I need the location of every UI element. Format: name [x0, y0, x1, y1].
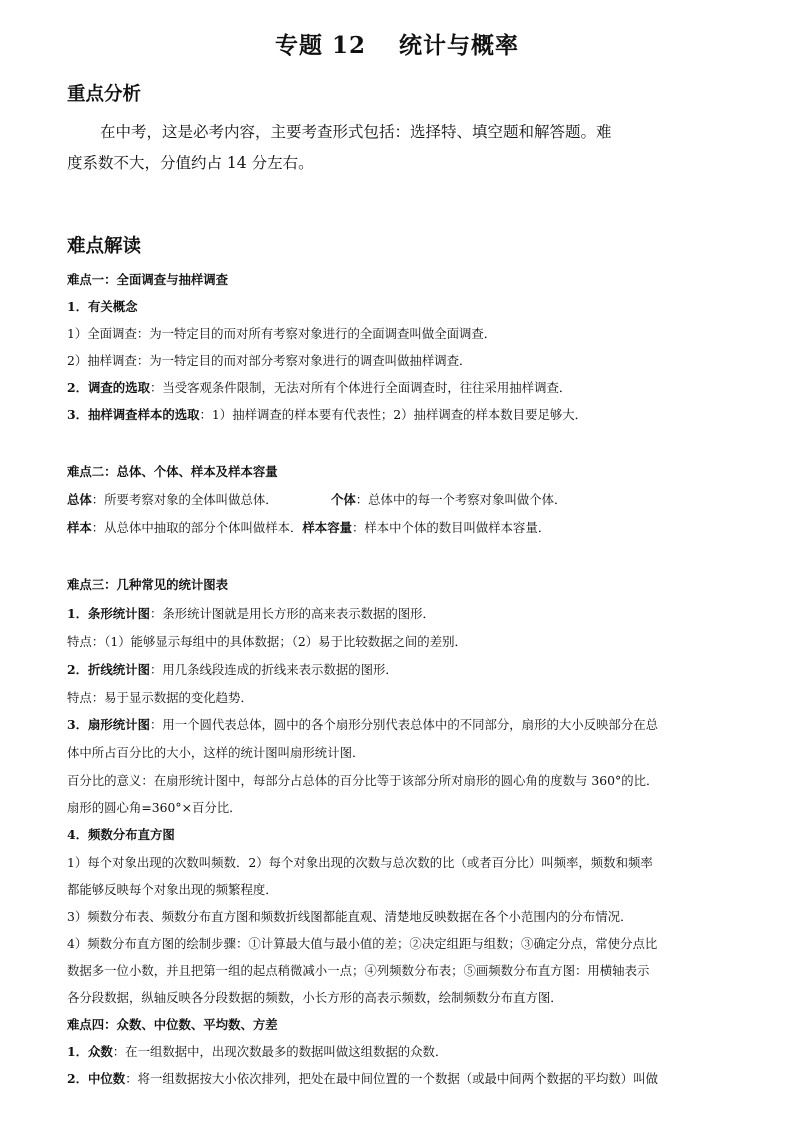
- d2-sample: [67, 518, 550, 538]
- d2-population-text: ：所要考察对象的全体叫做总体．: [91, 492, 278, 507]
- d4-mode: [67, 1042, 447, 1062]
- difficulty-1-title: 难点一：全面调查与抽样调查: [67, 272, 229, 287]
- d2-individual-heading: 个体: [331, 492, 356, 507]
- page-title: 专题 12 统计与概率: [274, 32, 520, 59]
- d2-sample-size-heading: 样本容量: [302, 520, 352, 535]
- difficulty-2-title: 难点二：总体、个体、样本及样本容量: [67, 464, 278, 479]
- d1-item3-heading: 3．抽样调查样本的选取: [67, 407, 200, 422]
- difficulty-3-title: 难点三：几种常见的统计图表: [67, 577, 229, 592]
- d4-mode-text: ：在一组数据中，出现次数最多的数据叫做这组数据的众数．: [112, 1044, 448, 1059]
- d3-hist-line-4c: 各分段数据，纵轴反映各分段数据的频数，小长方形的高表示频数，绘制频数分布直方图．: [67, 990, 563, 1005]
- difficulty-4-title: 难点四：众数、中位数、平均数、方差: [67, 1017, 278, 1032]
- d3-hist-line-1b: 都能够反映每个对象出现的频繁程度．: [67, 882, 278, 897]
- d3-line-chart: [67, 660, 398, 680]
- d3-hist-line-3: 3）频数分布表、频数分布直方图和频数折线图都能直观、清楚地反映数据在各个小范围内的分布情况．: [67, 909, 633, 924]
- intro-line-1: 在中考，这是必考内容，主要考查形式包括：选择特、填空题和解答题。难: [100, 123, 612, 141]
- section-heading-key-analysis: 重点分析: [67, 84, 142, 105]
- d3-pie-text-2: 体中所占百分比的大小，这样的统计图叫扇形统计图．: [67, 745, 365, 760]
- d3-line-text: ：用几条线段连成的折线来表示数据的图形．: [149, 662, 398, 677]
- d2-sample-size-text: ：样本中个体的数目叫做样本容量．: [351, 520, 551, 535]
- d2-population-heading: 总体: [67, 492, 92, 507]
- d1-item2-heading: 2．调查的选取: [67, 380, 150, 395]
- d3-pie-heading: 3．扇形统计图: [67, 717, 150, 732]
- d3-bar-chart: [67, 604, 435, 624]
- d1-item2-text: ：当受客观条件限制，无法对所有个体进行全面调查时，往往采用抽样调查．: [149, 380, 572, 395]
- d3-histogram-heading: 4．频数分布直方图: [67, 827, 175, 842]
- d3-hist-line-4b: 数据多一位小数，并且把第一组的起点稍微减小一点；④列频数分布表；⑤画频数分布直方图：用横轴表示: [67, 963, 650, 978]
- d4-median-heading: 2．中位数: [67, 1071, 126, 1086]
- d3-bar-heading: 1．条形统计图: [67, 606, 150, 621]
- d3-line-features: 特点：易于显示数据的变化趋势．: [67, 690, 253, 705]
- d3-bar-features: 特点：（1）能够显示每组中的具体数据；（2）易于比较数据之间的差别．: [67, 634, 467, 649]
- d2-individual-text: ：总体中的每一个考察对象叫做个体．: [355, 492, 567, 507]
- d3-pie-meaning: 百分比的意义：在扇形统计图中，每部分占总体的百分比等于该部分所对扇形的圆心角的度数与 360°的比．: [67, 773, 659, 788]
- d1-line-full-survey: 1）全面调查：为一特定目的而对所有考察对象进行的全面调查叫做全面调查．: [67, 326, 497, 341]
- d3-pie-chart: [67, 715, 658, 735]
- d1-line-sample-survey: 2）抽样调查：为一特定目的而对部分考察对象进行的调查叫做抽样调查．: [67, 353, 472, 368]
- d2-population: [67, 490, 278, 510]
- d2-sample-heading: 样本: [67, 520, 92, 535]
- d2-sample-text: ：从总体中抽取的部分个体叫做样本．: [91, 520, 303, 535]
- d3-pie-angle: 扇形的圆心角=360°×百分比．: [67, 800, 242, 815]
- intro-line-2: 度系数不大，分值约占 14 分左右。: [67, 154, 314, 172]
- d4-median-text: ：将一组数据按大小依次排列，把处在最中间位置的一个数据（或最中间两个数据的平均数）叫做: [125, 1071, 658, 1086]
- d3-hist-line-1a: 1）每个对象出现的次数叫频数．2）每个对象出现的次数与总次数的比（或者百分比）叫频率，频数和频率: [67, 855, 653, 870]
- d3-pie-text-1: ：用一个圆代表总体，圆中的各个扇形分别代表总体中的不同部分，扇形的大小反映部分在总: [149, 717, 658, 732]
- d3-line-heading: 2．折线统计图: [67, 662, 150, 677]
- intro-paragraph: [67, 117, 727, 179]
- d3-bar-text: ：条形统计图就是用长方形的高来表示数据的图形．: [149, 606, 435, 621]
- d1-item1-heading: 1．有关概念: [67, 299, 138, 314]
- d2-individual: [331, 490, 566, 510]
- d4-median: [67, 1069, 658, 1089]
- d1-item3: [67, 405, 587, 425]
- d1-item3-text: ：1）抽样调查的样本要有代表性；2）抽样调查的样本数目要足够大．: [199, 407, 588, 422]
- d1-item2: [67, 378, 571, 398]
- d4-mode-heading: 1．众数: [67, 1044, 113, 1059]
- section-heading-difficulty: 难点解读: [67, 236, 142, 257]
- d3-hist-line-4a: 4）频数分布直方图的绘制步骤：①计算最大值与最小值的差；②决定组距与组数；③确定分点，常使分点比: [67, 936, 658, 951]
